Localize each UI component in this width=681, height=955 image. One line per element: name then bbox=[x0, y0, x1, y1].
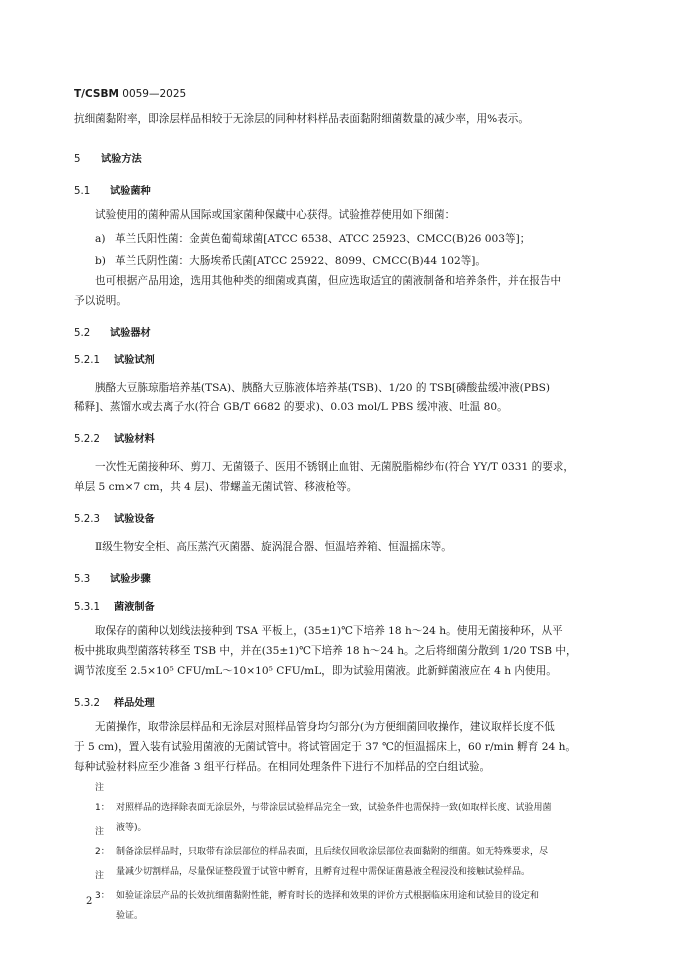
note-3 bbox=[95, 866, 620, 926]
paragraph-line: 板中挑取典型菌落转移至 TSB 中，并在(35±1)℃下培养 18 h～24 h。之后将细菌分散到 1/20 TSB 中， bbox=[74, 645, 577, 657]
list-marker: a) bbox=[95, 233, 106, 245]
paragraph-line: 予以说明。 bbox=[74, 295, 127, 307]
section-number: 5.3.1 bbox=[74, 602, 100, 613]
section-5-heading bbox=[74, 150, 142, 165]
note-text-cont: 量减少切割样品，尽量保证整段置于试管中孵育，且孵育过程中需保证菌悬液全程浸没和接触试验样品。 bbox=[116, 867, 531, 877]
section-5-3-2-heading bbox=[74, 694, 155, 709]
note-text-cont: 验证。 bbox=[116, 911, 144, 921]
section-title: 试验材料 bbox=[114, 434, 155, 445]
section-number: 5.2 bbox=[74, 328, 91, 339]
section-title: 试验步骤 bbox=[110, 574, 151, 585]
paragraph-line: 也可根据产品用途，选用其他种类的细菌或真菌，但应选取适宜的菌液制备和培养条件，并在报告中 bbox=[95, 275, 562, 287]
paragraph-line: 调节浓度至 2.5×10⁵ CFU/mL～10×10⁵ CFU/mL，即为试验用菌液。此新鲜菌液应在 4 h 内使用。 bbox=[74, 665, 557, 677]
section-number: 5.2.1 bbox=[74, 355, 100, 366]
section-title: 样品处理 bbox=[114, 698, 155, 709]
paragraph-line: Ⅱ级生物安全柜、高压蒸汽灭菌器、旋涡混合器、恒温培养箱、恒温摇床等。 bbox=[95, 541, 452, 553]
note-label: 注 3： bbox=[95, 871, 110, 901]
section-title: 菌液制备 bbox=[114, 602, 155, 613]
paragraph: 试验使用的菌种需从国际或国家菌种保藏中心获得。试验推荐使用如下细菌： bbox=[95, 209, 456, 221]
paragraph-line: 取保存的菌种以划线法接种到 TSA 平板上，(35±1)℃下培养 18 h～24 h。使用无菌接种环，从平 bbox=[95, 625, 563, 637]
paragraph-line: 胰酪大豆胨琼脂培养基(TSA)、胰酪大豆胨液体培养基(TSB)、1/20 的 TSB[磷酸盐缓冲液(PBS) bbox=[95, 382, 551, 394]
note-text: 如验证涂层产品的长效抗细菌黏附性能，孵育时长的选择和效果的评价方式根据临床用途和试验目的设定和 bbox=[116, 891, 540, 901]
intro-paragraph: 抗细菌黏附率，即涂层样品相较于无涂层的同种材料样品表面黏附细菌数量的减少率，用%表示。 bbox=[74, 113, 529, 125]
list-item bbox=[95, 253, 486, 268]
note-text-cont: 液等)。 bbox=[116, 823, 147, 833]
section-5-2-1-heading bbox=[74, 351, 155, 366]
document-code bbox=[74, 88, 186, 100]
section-number: 5.3.2 bbox=[74, 698, 100, 709]
section-number: 5 bbox=[74, 154, 81, 165]
section-5-3-heading bbox=[74, 570, 151, 585]
note-text: 对照样品的选择除表面无涂层外，与带涂层试验样品完全一致，试验条件也需保持一致(如取样长度、试验用菌 bbox=[116, 803, 552, 813]
section-title: 试验菌种 bbox=[110, 186, 151, 197]
list-marker: b) bbox=[95, 255, 106, 267]
paragraph-line: 每种试验材料应至少准备 3 组平行样品。在相同处理条件下进行不加样品的空白组试验。 bbox=[74, 761, 491, 773]
paragraph-line: 无菌操作，取带涂层样品和无涂层对照样品管身均匀部分(为方便细菌回收操作，建议取样长度不低 bbox=[95, 721, 555, 733]
section-title: 试验设备 bbox=[114, 514, 155, 525]
note-label: 注 1： bbox=[95, 783, 110, 813]
section-title: 试验方法 bbox=[101, 154, 142, 165]
section-5-2-heading bbox=[74, 324, 151, 339]
section-5-2-3-heading bbox=[74, 510, 155, 525]
standard-number: 0059—2025 bbox=[118, 88, 187, 100]
section-number: 5.1 bbox=[74, 186, 91, 197]
note-label: 注 2： bbox=[95, 827, 110, 857]
standard-prefix: T/CSBM bbox=[74, 88, 119, 100]
section-title: 试验器材 bbox=[110, 328, 151, 339]
paragraph-line: 一次性无菌接种环、剪刀、无菌镊子、医用不锈钢止血钳、无菌脱脂棉纱布(符合 YY/T 0331 的要求， bbox=[95, 461, 574, 473]
section-5-1-heading bbox=[74, 182, 151, 197]
list-text: 革兰氏阳性菌：金黄色葡萄球菌[ATCC 6538、ATCC 25923、CMCC(B)26 003等]； bbox=[115, 233, 531, 245]
section-number: 5.2.2 bbox=[74, 434, 100, 445]
section-title: 试验试剂 bbox=[114, 355, 155, 366]
list-item bbox=[95, 231, 530, 246]
section-number: 5.2.3 bbox=[74, 514, 100, 525]
note-text: 制备涂层样品时，只取带有涂层部位的样品表面，且后续仅回收涂层部位表面黏附的细菌。如无特殊要求，尽 bbox=[116, 847, 549, 857]
page-number: 2 bbox=[86, 896, 93, 907]
section-number: 5.3 bbox=[74, 574, 91, 585]
section-5-2-2-heading bbox=[74, 430, 155, 445]
list-text: 革兰氏阴性菌：大肠埃希氏菌[ATCC 25922、8099、CMCC(B)44 102等]。 bbox=[115, 255, 487, 267]
paragraph-line: 稀释]、蒸馏水或去离子水(符合 GB/T 6682 的要求)、0.03 mol/L PBS 缓冲液、吐温 80。 bbox=[74, 401, 508, 413]
paragraph-line: 单层 5 cm×7 cm，共 4 层)、带螺盖无菌试管、移液枪等。 bbox=[74, 481, 358, 493]
section-5-3-1-heading bbox=[74, 598, 155, 613]
paragraph-line: 于 5 cm)，置入装有试验用菌液的无菌试管中。将试管固定于 37 ℃的恒温摇床上，60 r/min 孵育 24 h。 bbox=[74, 741, 576, 753]
